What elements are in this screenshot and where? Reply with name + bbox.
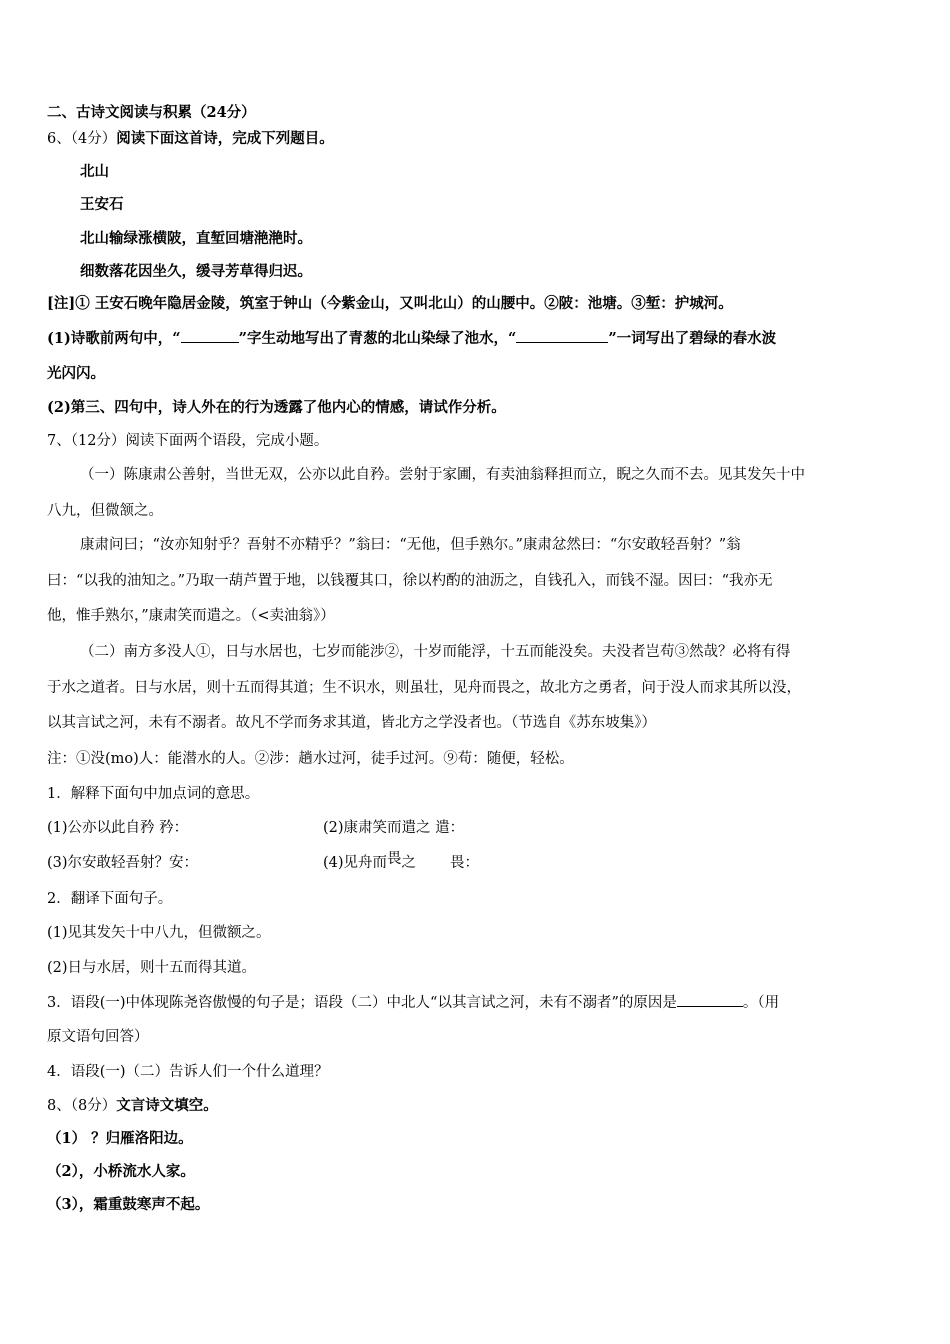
passage-3-line-1: （二）南方多没人①，日与水居也，七岁而能涉②，十岁而能浮，十五而能没矣。夫没者岂苟③然哉？必将有得 [80,644,791,660]
q7-sub1-title: 1．解释下面句中加点词的意思。 [47,786,260,802]
q7-sub1-item-4-part-c: 之 [401,855,417,871]
q7-sub3-part-b: 。（用 [742,995,780,1011]
q7-sub1-item-4-part-a: (4)见舟而 [323,855,388,871]
question-6-header [47,129,334,149]
passage-3-line-3: 以其言试之河，未有不溺者。故凡不学而务求其道，皆北方之学没者也。（节选自《苏东坡集》） [47,715,656,731]
passage-2-line-3: 他，惟手熟尔，”康肃笑而遣之。（<卖油翁》） [47,608,335,624]
q8-item-2: （2），小桥流水人家。 [47,1163,195,1180]
answer-blank-2[interactable] [516,328,608,343]
poem-title: 北山 [80,163,109,180]
q8-prompt: 文言诗文填空。 [116,1097,218,1114]
q7-sub2-item-1: (1)见其发矢十中八九，但微额之。 [47,925,271,941]
poem-author: 王安石 [80,196,124,213]
q7-sub1-item-3: (3)尔安敢轻吾射？安： [47,855,199,871]
q7-sub2-title: 2．翻译下面句子。 [47,891,173,907]
q8-item-1: （1） ？归雁洛阳边。 [47,1130,193,1147]
q7-sub3-part-a: 3．语段(一)中体现陈尧咨傲慢的句子是；语段（二）中北人“以其言试之河，未有不溺者”的原因是 [47,995,677,1011]
q6-sub1-part-a: (1)诗歌前两句中，“ [47,330,181,347]
question-8-header [47,1096,218,1116]
passage-1-line-1: （一）陈康肃公善射，当世无双，公亦以此自矜。尝射于家圃，有卖油翁释担而立，睨之久而不去。见其发矢十中 [80,467,805,483]
q7-prompt: 阅读下面两个语段，完成小题。 [125,433,329,449]
q7-sub1-item-4 [323,853,479,873]
q6-sub1-part-b: ”字生动地写出了青葱的北山染绿了池水，“ [238,330,517,347]
poem-note: [注]① 王安石晚年隐居金陵，筑室于钟山（今紫金山，又叫北山）的山腰中。②陂：池塘。③堑：护城河。 [47,295,733,312]
q6-number: 6、 [47,131,71,147]
q8-item-3: （3），霜重鼓寒声不起。 [47,1196,210,1213]
q6-sub1-part-c: ”一词写出了碧绿的春水波 [608,330,777,347]
q8-number: 8、 [47,1098,71,1114]
q7-sub3-continued: 原文语句回答） [47,1029,149,1045]
q7-sub1-item-1: (1)公亦以此自矜 矜： [47,820,189,836]
passage-3-line-2: 于水之道者。日与水居，则十五而得其道；生不识水，则虽壮，见舟而畏之，故北方之勇者，问于没人而求其所以没， [47,680,801,696]
q7-score: （12分） [70,433,126,449]
answer-blank-3[interactable] [677,992,743,1007]
question-7-header [47,431,328,451]
dotted-word: 畏 [387,851,402,867]
poem-line-2: 细数落花因坐久，缓寻芳草得归迟。 [80,263,312,280]
section-heading: 二、古诗文阅读与积累（24分） [47,104,256,121]
q7-sub1-item-4-part-d: 畏： [450,855,480,871]
q7-number: 7、 [47,433,71,449]
q6-sub1-continued: 光闪闪。 [47,365,105,382]
q7-sub1-item-2: (2)康肃笑而遣之 遣： [323,820,465,836]
q6-score: （4分） [70,131,117,147]
q7-notes: 注：①没(mo)人：能潜水的人。②涉：趟水过河，徒手过河。⑨苟：随便，轻松。 [47,751,574,767]
q6-prompt: 阅读下面这首诗，完成下列题目。 [116,130,334,147]
q7-sub4: 4．语段(一)（二）告诉人们一个什么道理？ [47,1064,329,1080]
passage-2-line-1: 康肃问曰；“汝亦知射乎？吾射不亦精乎？”翁曰：“无他，但手熟尔。”康肃忿然曰：“尔安敢轻吾射？”翁 [80,537,741,553]
answer-blank-1[interactable] [181,328,239,343]
q7-sub3 [47,992,779,1013]
passage-2-line-2: 曰：“以我的油知之。”乃取一葫芦置于地，以钱覆其口，徐以杓酌的油沥之，自钱孔入，而钱不湿。因曰：“我亦无 [47,573,773,589]
q8-score: （8分） [70,1098,117,1114]
q6-sub1 [47,328,776,349]
passage-1-line-2: 八九，但微颔之。 [47,503,163,519]
poem-line-1: 北山输绿涨横陂，直堑回塘滟滟时。 [80,230,312,247]
q6-sub2: (2)第三、四句中，诗人外在的行为透露了他内心的情感，请试作分析。 [47,399,506,416]
q7-sub2-item-2: (2)日与水居，则十五而得其道。 [47,960,257,976]
